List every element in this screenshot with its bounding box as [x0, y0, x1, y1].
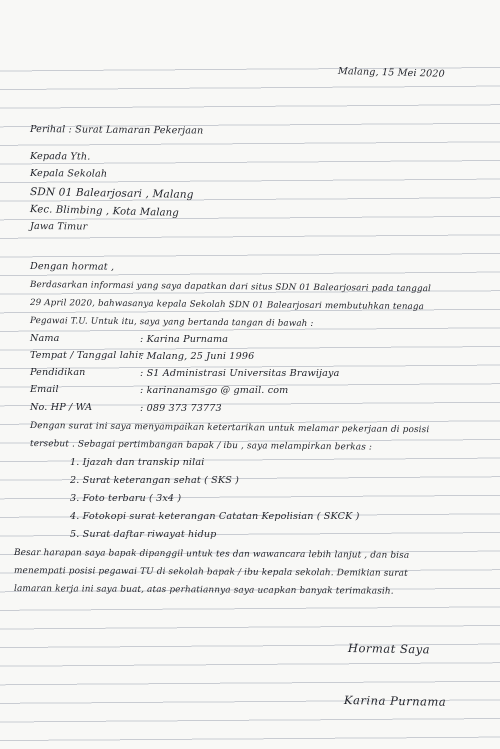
identity-value: : S1 Administrasi Universitas Brawijaya — [140, 368, 340, 379]
body-line: Dengan surat ini saya menyampaikan ketertarikan untuk melamar pekerjaan di posisi — [29, 421, 430, 436]
intro-line: Pegawai T.U. Untuk itu, saya yang bertanda tangan di bawah : — [29, 316, 314, 329]
identity-label: No. HP / WA — [30, 402, 93, 413]
recipient-line: Kepala Sekolah — [29, 168, 108, 180]
identity-value: : karinanamsgo @ gmail. com — [140, 385, 289, 396]
identity-label: Tempat / Tanggal lahir — [30, 350, 144, 361]
identity-label: Pendidikan — [30, 367, 86, 378]
closing-line: lamaran kerja ini saya buat, atas perhatiannya saya ucapkan banyak terimakasih. — [13, 584, 394, 597]
greeting: Dengan hormat , — [29, 261, 115, 273]
body-line: tersebut . Sebagai pertimbangan bapak / ibu , saya melampirkan berkas : — [29, 439, 373, 453]
signoff: Hormat Saya — [347, 641, 431, 657]
recipient-line: Kec. Blimbing , Kota Malang — [29, 204, 180, 219]
identity-value: : Malang, 25 Juni 1996 — [140, 351, 255, 362]
list-item: 2. Surat keterangan sehat ( SKS ) — [70, 475, 240, 486]
closing-line: menempati posisi pegawai TU di sekolah bapak / ibu kepala sekolah. Demikian surat — [13, 566, 408, 579]
list-item: 4. Fotokopi surat keterangan Catatan Kepolisian ( SKCK ) — [70, 511, 360, 522]
identity-value: : Karina Purnama — [140, 334, 229, 345]
list-item: 1. Ijazah dan transkip nilai — [70, 457, 205, 468]
intro-line: 29 April 2020, bahwasanya kepala Sekolah SDN 01 Balearjosari membutuhkan tenaga — [29, 298, 425, 313]
closing-line: Besar harapan saya bapak dipanggil untuk tes dan wawancara lebih lanjut , dan bisa — [13, 548, 410, 561]
letter-subject: Perihal : Surat Lamaran Pekerjaan — [29, 124, 204, 137]
list-item: 5. Surat daftar riwayat hidup — [70, 529, 217, 540]
intro-line: Berdasarkan informasi yang saya dapatkan dari situs SDN 01 Balearjosari pada tanggal — [29, 280, 432, 295]
identity-label: Nama — [30, 333, 60, 344]
letter-date: Malang, 15 Mei 2020 — [337, 66, 446, 80]
identity-label: Email — [30, 384, 59, 395]
signature-name: Karina Purnama — [343, 693, 447, 709]
recipient-line: SDN 01 Balearjosari , Malang — [29, 186, 194, 201]
recipient-line: Jawa Timur — [29, 221, 88, 233]
identity-value: : 089 373 73773 — [140, 403, 222, 414]
recipient-line: Kepada Yth. — [29, 151, 91, 163]
list-item: 3. Foto terbaru ( 3x4 ) — [70, 493, 182, 504]
